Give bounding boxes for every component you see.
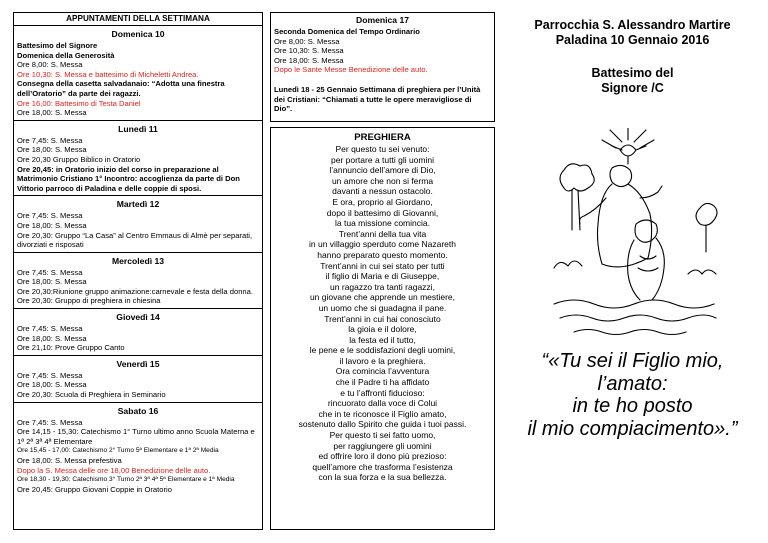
prayer-line: e tu l’affronti fiducioso:	[340, 387, 425, 398]
prayer-line: per portare a tutti gli uomini	[331, 154, 434, 165]
day-section	[14, 252, 262, 308]
schedule-line: Ore 10,30: S. Messa e battesimo di Micheletti Andrea.	[17, 69, 199, 79]
prayer-line: Trent’anni in cui sei stato per tutti	[320, 260, 445, 271]
prayer-box	[270, 127, 495, 530]
day-section	[14, 402, 262, 497]
prayer-line: un giovane che apprende un mestiere,	[309, 292, 456, 303]
quote-line-3: in te ho posto	[572, 395, 693, 417]
prayer-line: che il Padre ti ha affidato	[335, 377, 430, 388]
parish-name: Parrocchia S. Alessandro Martire	[534, 18, 731, 32]
schedule-line: Ore 7,45: S. Messa	[17, 370, 83, 380]
feast-title-line1: Battesimo del	[591, 66, 674, 80]
cover-panel	[510, 18, 755, 530]
schedule-line: Ore 7,45: S. Messa	[17, 267, 83, 277]
day-heading: Domenica 17	[355, 15, 410, 25]
prayer-line: un amore che non si ferma	[331, 175, 434, 186]
prayer-line: rincuorato dalla voce di Colui	[327, 398, 438, 409]
prayer-line: dopo il battesimo di Giovanni,	[326, 207, 439, 218]
schedule-line: Ore 10,30: S. Messa	[274, 46, 344, 56]
next-sunday-box	[270, 12, 495, 122]
prayer-line: un uomo che si guadagna il pane.	[318, 302, 447, 313]
prayer-line: Per questo ti sei fatto uomo,	[329, 430, 436, 441]
day-heading: Giovedì 14	[116, 312, 160, 323]
day-section	[14, 308, 262, 355]
prayer-line: un ragazzo tra tanti ragazzi,	[330, 281, 435, 292]
prayer-line: sostenuto dallo Spirito che guida i tuoi passi.	[298, 419, 467, 430]
day-section	[14, 120, 262, 196]
baptism-illustration	[550, 128, 720, 338]
prayer-line: Per questo tu sei venuto:	[335, 144, 430, 154]
quote-line-1: “«Tu sei il Figlio mio,	[541, 350, 724, 372]
prayer-line: Trent’anni della tua vita	[338, 228, 427, 239]
schedule-line: Ore 14,15 - 15,30: Catechismo 1° Turno ultimo anno Scuola Materna e 1ª 2ª 3ª 4ª Elementare	[17, 427, 255, 446]
prayer-line: le pene e le soddisfazioni degli uomini,	[309, 345, 456, 356]
day-heading: Lunedì 11	[118, 123, 158, 134]
schedule-line: Ore 7,45: S. Messa	[17, 417, 83, 427]
prayer-line: E ora, proprio al Giordano,	[332, 196, 433, 207]
schedule-line: Ore 18,00: S. Messa	[17, 380, 87, 390]
day-heading: Sabato 16	[117, 405, 159, 416]
schedule-line: Ore 18,00: S. Messa	[17, 108, 87, 118]
appointments-list	[14, 29, 262, 496]
prayer-line: Ora comincia l’avventura	[335, 366, 430, 377]
prayer-line: con la sua forza e la sua bellezza.	[318, 472, 447, 483]
schedule-line: Dopo la S. Messa delle ore 18,00 Benedizione delle auto.	[17, 465, 211, 475]
day-heading: Venerdì 15	[116, 358, 160, 369]
schedule-line: Ore 20,45: Gruppo Giovani Coppie in Oratorio	[17, 484, 172, 494]
schedule-line: Ore 18,00: S. Messa	[17, 333, 87, 343]
prayer-line: il figlio di Maria e di Giuseppe,	[325, 271, 440, 282]
schedule-line: Ore 18,00: S. Messa	[17, 145, 87, 155]
schedule-line: Ore 20,30: Gruppo di preghiera in chiesina	[17, 296, 161, 306]
prayer-line: la tua missione comincia.	[335, 218, 430, 229]
prayer-title: PREGHIERA	[354, 132, 411, 143]
schedule-line: Ore 16,00: Battesimo di Testa Daniel	[17, 98, 141, 108]
schedule-line: Ore 8,00: S. Messa	[17, 60, 83, 70]
prayer-line: quell’amore che trasforma l’esistenza	[312, 461, 453, 472]
schedule-line: Ore 21,10: Prove Gruppo Canto	[17, 343, 125, 353]
schedule-line: Ore 20,30: Gruppo “La Casa” al Centro Emmaus di Almè per separati, divorziati e risposati	[17, 230, 253, 250]
gospel-quote	[510, 350, 755, 440]
schedule-line: Ore 18,00: S. Messa	[17, 220, 87, 230]
prayer-line: davanti a nessun ostacolo.	[332, 186, 433, 197]
prayer-line: la festa ed il tutto,	[349, 334, 416, 345]
prayer-line: in un villaggio sperduto come Nazareth	[309, 239, 456, 250]
day-section	[14, 195, 262, 251]
schedule-line: Domenica della Generosità	[17, 50, 115, 60]
prayer-line: che in te riconosce il Figlio amato,	[318, 408, 447, 419]
schedule-line: Ore 15,45 - 17,00: Catechismo 2° Turno 5ª Elementare e 1ª 2ª Media	[17, 447, 219, 455]
schedule-line: Battesimo del Signore	[17, 41, 98, 50]
prayer-line: l’annuncio dell’amore di Dio,	[329, 165, 436, 176]
schedule-line: Ore 20,30:Riunione gruppo animazione:carnevale e festa della donna.	[17, 286, 253, 296]
appointments-header: APPUNTAMENTI DELLA SETTIMANA	[14, 13, 262, 26]
schedule-line: Ore 18,00: S. Messa prefestiva	[17, 456, 122, 465]
prayer-line: la gioia e il dolore,	[348, 324, 417, 335]
day-section	[14, 355, 262, 402]
prayer-text	[271, 144, 494, 483]
prayer-line: ed offrire loro il dono più prezioso:	[318, 451, 447, 462]
day-heading: Martedì 12	[116, 199, 160, 210]
schedule-line: Ore 18,30 - 19,30: Catechismo 3° Turno 2ª 3ª 4ª 5ª Elementare e 1ª Media	[17, 476, 235, 484]
schedule-line: Lunedì 18 - 25 Gennaio Settimana di preghiera per l’Unità dei Cristiani: “Chiamati a tutte le opere meravigliose di Dio”.	[274, 84, 481, 114]
schedule-line: Ore 20,30: Scuola di Preghiera in Seminario	[17, 390, 166, 400]
quote-line-2: l’amato:	[597, 372, 668, 395]
prayer-line: Trent’anni in cui hai conosciuto	[324, 313, 441, 324]
schedule-line: Seconda Domenica del Tempo Ordinario	[274, 27, 420, 36]
weekly-appointments-box	[13, 12, 263, 530]
prayer-line: il lavoro e la preghiera.	[339, 355, 426, 366]
schedule-line: Ore 18,00: S. Messa	[274, 55, 344, 65]
prayer-line: hanno preparato questo momento.	[317, 249, 448, 260]
schedule-line: Ore 20,30 Gruppo Biblico in Oratorio	[17, 154, 141, 164]
quote-line-4: il mio compiacimento».”	[527, 417, 738, 440]
schedule-line: Ore 7,45: S. Messa	[17, 211, 83, 221]
schedule-line: Consegna della casetta salvadanaio: “Adotta una finestra dell’Oratorio” da parte dei ragazzi.	[17, 79, 225, 98]
schedule-line: Ore 8,00: S. Messa	[274, 36, 340, 46]
schedule-line: Dopo le Sante Messe Benedizione delle auto.	[274, 65, 428, 75]
schedule-line: Ore 7,45: S. Messa	[17, 135, 83, 145]
schedule-line: Ore 18,00: S. Messa	[17, 277, 87, 287]
day-heading: Domenica 10	[111, 29, 165, 39]
schedule-line: Ore 20,45: in Oratorio inizio del corso in preparazione al Matrimonio Cristiano 1° Incontro: accoglienza da parte di Don Vittorio parroco di Paladina e delle coppie di sposi.	[17, 164, 240, 193]
day-heading: Mercoledì 13	[111, 255, 165, 266]
prayer-line: per raggiungere gli uomini	[333, 440, 432, 451]
feast-title-line2: Signore /C	[601, 81, 664, 95]
day-section	[14, 29, 262, 120]
date-line: Paladina 10 Gennaio 2016	[555, 33, 710, 47]
schedule-line: Ore 7,45: S. Messa	[17, 324, 83, 334]
